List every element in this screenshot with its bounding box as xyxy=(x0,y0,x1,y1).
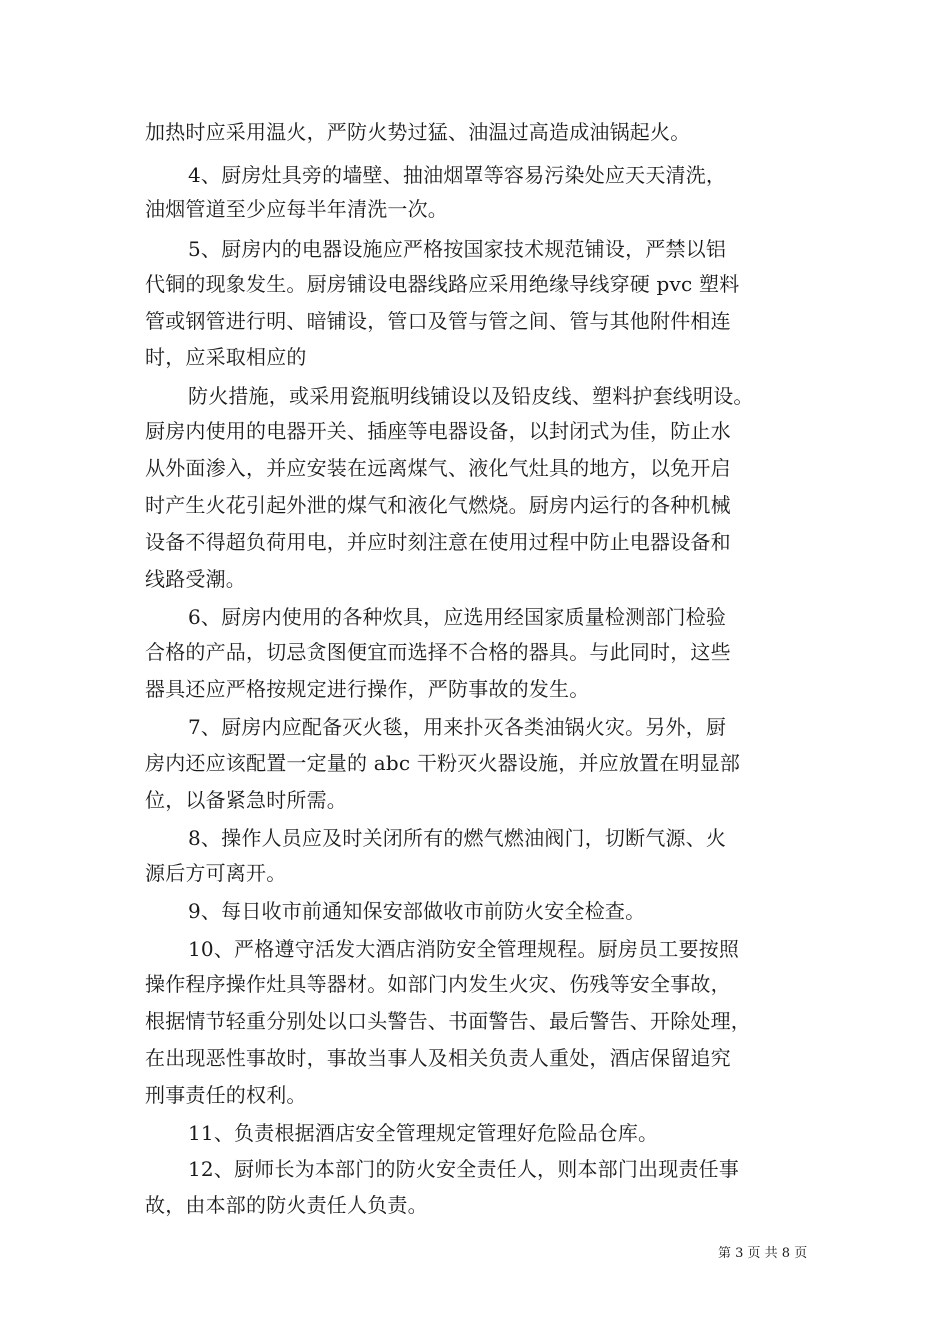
text-line: 时产生火花引起外泄的煤气和液化气燃烧。厨房内运行的各种机械 xyxy=(145,493,731,517)
text-line: 7、厨房内应配备灭火毯，用来扑灭各类油锅火灾。另外，厨 xyxy=(188,715,727,739)
text-line: 设备不得超负荷用电，并应时刻注意在使用过程中防止电器设备和 xyxy=(145,530,731,554)
text-line: 厨房内使用的电器开关、插座等电器设备，以封闭式为佳，防止水 xyxy=(145,419,731,443)
text-line: 8、操作人员应及时关闭所有的燃气燃油阀门，切断气源、火 xyxy=(188,826,727,850)
text-line: 操作程序操作灶具等器材。如部门内发生火灾、伤残等安全事故， xyxy=(145,972,731,996)
text-line: 管或钢管进行明、暗铺设，管口及管与管之间、管与其他附件相连 xyxy=(145,309,731,333)
text-line: 位，以备紧急时所需。 xyxy=(145,788,347,812)
text-line: 11、负责根据酒店安全管理规定管理好危险品仓库。 xyxy=(188,1121,659,1145)
text-line: 防火措施，或采用瓷瓶明线铺设以及铅皮线、塑料护套线明设。 xyxy=(188,384,754,408)
text-line: 刑事责任的权利。 xyxy=(145,1083,307,1107)
text-line: 从外面渗入，并应安装在远离煤气、液化气灶具的地方，以免开启 xyxy=(145,456,731,480)
text-line: 故，由本部的防火责任人负责。 xyxy=(145,1193,428,1217)
text-line: 在出现恶性事故时，事故当事人及相关负责人重处，酒店保留追究 xyxy=(145,1046,731,1070)
page-number: 第 3 页 共 8 页 xyxy=(718,1246,808,1261)
text-line: 源后方可离开。 xyxy=(145,861,287,885)
text-line: 加热时应采用温火，严防火势过猛、油温过高造成油锅起火。 xyxy=(145,120,691,144)
text-line: 代铜的现象发生。厨房铺设电器线路应采用绝缘导线穿硬 pvc 塑料 xyxy=(145,272,740,296)
text-line: 根据情节轻重分别处以口头警告、书面警告、最后警告、开除处理， xyxy=(145,1009,751,1033)
text-line: 6、厨房内使用的各种炊具，应选用经国家质量检测部门检验 xyxy=(188,605,727,629)
text-line: 9、每日收市前通知保安部做收市前防火安全检查。 xyxy=(188,899,646,923)
text-line: 时，应采取相应的 xyxy=(145,345,307,369)
text-line: 合格的产品，切忌贪图便宜而选择不合格的器具。与此同时，这些 xyxy=(145,640,731,664)
text-line: 线路受潮。 xyxy=(145,567,246,591)
text-line: 器具还应严格按规定进行操作，严防事故的发生。 xyxy=(145,677,590,701)
text-line: 房内还应该配置一定量的 abc 干粉灭火器设施，并应放置在明显部 xyxy=(145,751,741,775)
text-line: 10、严格遵守活发大酒店消防安全管理规程。厨房员工要按照 xyxy=(188,937,740,961)
text-line: 12、厨师长为本部门的防火安全责任人，则本部门出现责任事 xyxy=(188,1157,740,1181)
text-line: 4、厨房灶具旁的墙壁、抽油烟罩等容易污染处应天天清洗， xyxy=(188,163,727,187)
text-line: 5、厨房内的电器设施应严格按国家技术规范铺设，严禁以铝 xyxy=(188,237,727,261)
text-line: 油烟管道至少应每半年清洗一次。 xyxy=(145,197,448,221)
